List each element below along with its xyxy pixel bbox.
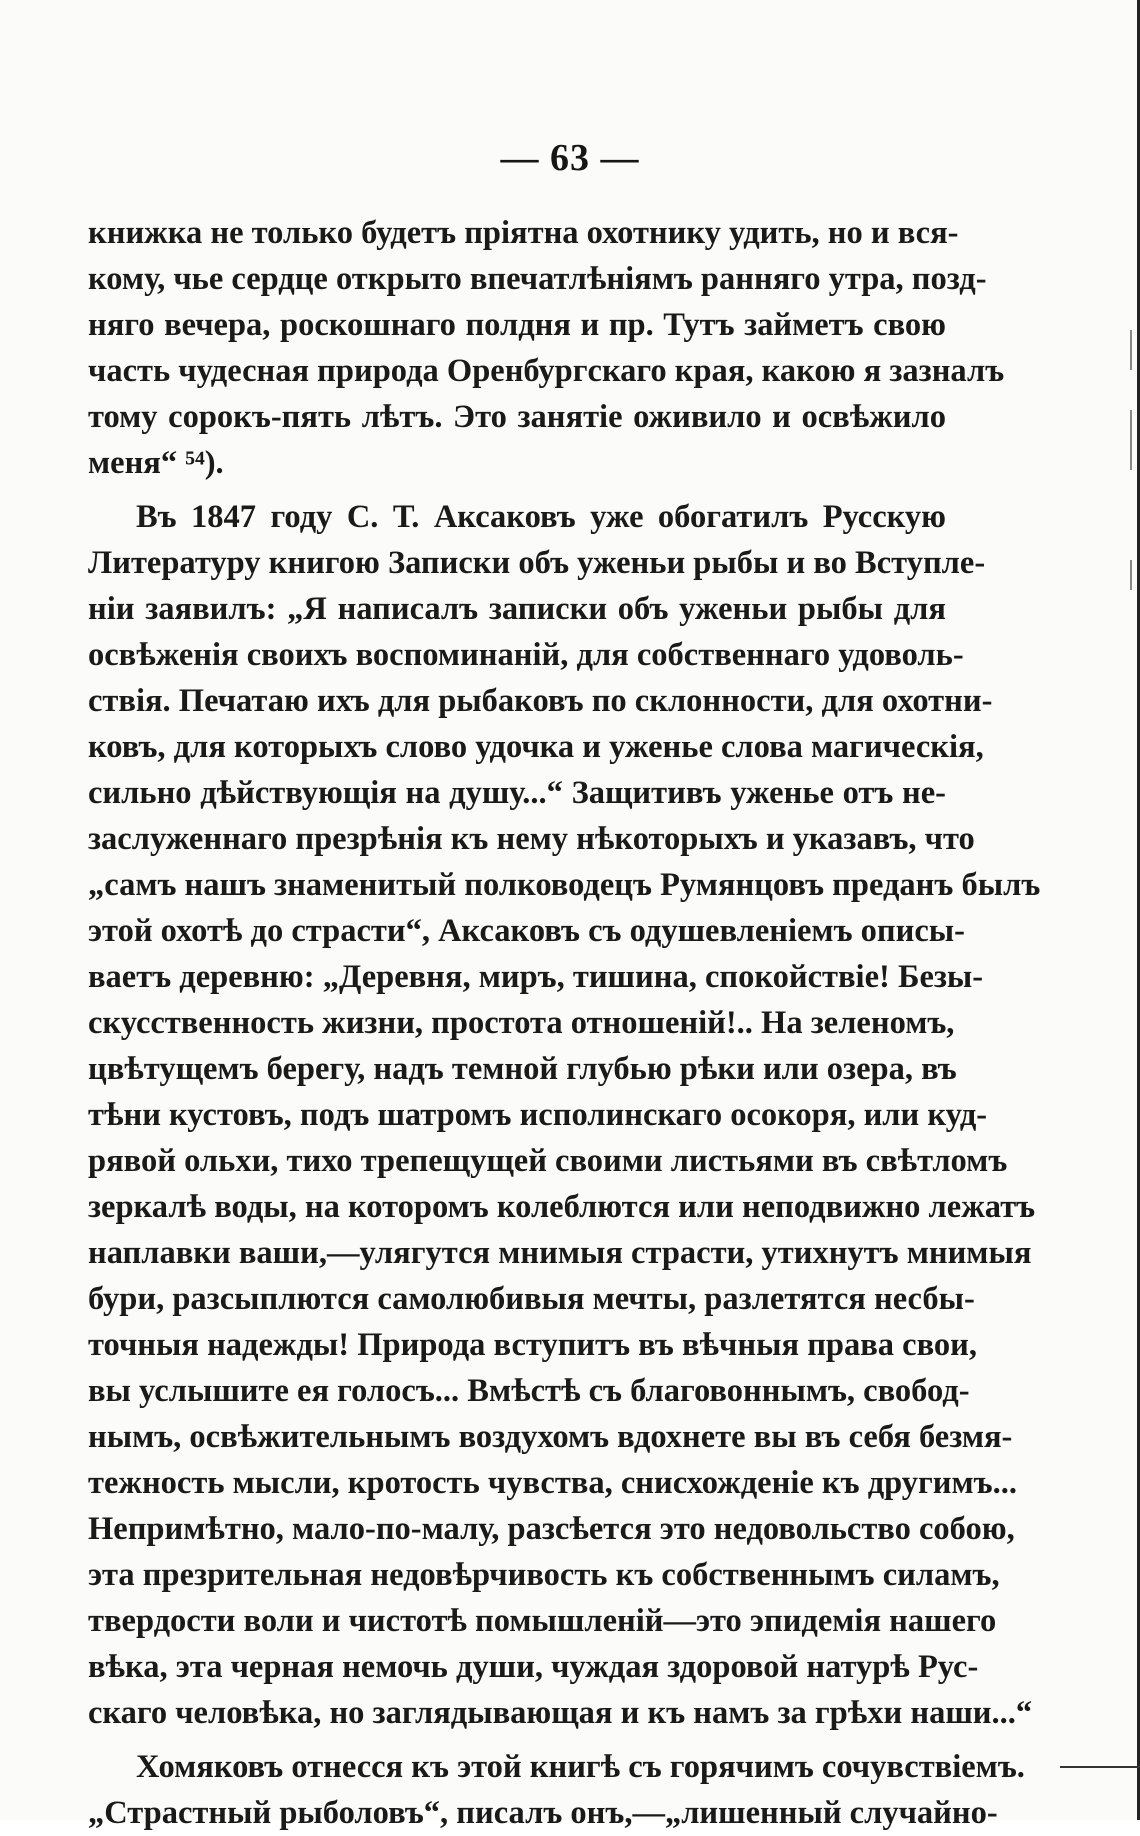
text-line: книжка не только будетъ пріятна охотнику удить, но и вся-: [88, 215, 959, 251]
edge-mark: [1130, 560, 1132, 590]
text-line: этой охотѣ до страсти“, Аксаковъ съ одушевленіемъ описы-: [88, 913, 965, 949]
text-line: Литературу книгою Записки объ уженьи рыбы и во Вступле-: [88, 545, 986, 581]
text-line: наплавки ваши,—улягутся мнимыя страсти, утихнутъ мнимыя: [88, 1235, 1032, 1271]
text-line: кому, чье сердце открыто впечатлѣніямъ ранняго утра, позд-: [88, 261, 987, 297]
text-line: точныя надежды! Природа вступитъ въ вѣчныя права свои,: [88, 1327, 978, 1363]
paragraph-start-line: Хомяковъ отнесся къ этой книгѣ съ горячимъ сочувствіемъ.: [136, 1749, 1025, 1785]
text-line: ваетъ деревню: „Деревня, миръ, тишина, спокойствіе! Безы-: [88, 959, 984, 995]
text-line: ствія. Печатаю ихъ для рыбаковъ по склонности, для охотни-: [88, 683, 993, 719]
text-line: твердости воли и чистотѣ помышленій—это эпидемія нашего: [88, 1603, 997, 1639]
text-line: часть чудесная природа Оренбургскаго края, какою я зазналъ: [88, 353, 1005, 389]
text-line: скаго человѣка, но заглядывающая и къ намъ за грѣхи наши...“: [88, 1695, 1033, 1731]
text-line: рявой ольхи, тихо трепещущей своими листьями въ свѣтломъ: [88, 1143, 1008, 1179]
text-line: тѣни кустовъ, подъ шатромъ исполинскаго осокоря, или куд-: [88, 1097, 988, 1133]
text-line: „Страстный рыболовъ“, писалъ онъ,—„лишенный случайно-: [88, 1795, 998, 1831]
text-line: эта презрительная недовѣрчивость къ собственнымъ силамъ,: [88, 1557, 1000, 1593]
text-line: меня“ ⁵⁴).: [88, 445, 224, 481]
edge-mark: [1130, 410, 1132, 470]
text-line: цвѣтущемъ берегу, надъ темной глубью рѣки или озера, въ: [88, 1051, 957, 1087]
text-line: нымъ, освѣжительнымъ воздухомъ вдохнете вы въ себя безмя-: [88, 1419, 1013, 1455]
text-line: няго вечера, роскошнаго полдня и пр. Тутъ займетъ свою: [88, 307, 946, 343]
text-line: Непримѣтно, мало-по-малу, разсѣется это недовольство собою,: [88, 1511, 1015, 1547]
text-line: заслуженнаго презрѣнія къ нему нѣкоторыхъ и указавъ, что: [88, 821, 975, 857]
text-line: освѣженія своихъ воспоминаній, для собственнаго удоволь-: [88, 637, 964, 673]
page-number: — 63 —: [500, 137, 640, 179]
text-line: ковъ, для которыхъ слово удочка и уженье слова магическія,: [88, 729, 984, 765]
text-line: зеркалѣ воды, на которомъ колеблются или неподвижно лежатъ: [88, 1189, 1036, 1225]
text-line: вѣка, эта черная немочь души, чуждая здоровой натурѣ Рус-: [88, 1649, 979, 1685]
paragraph-start-line: Въ 1847 году С. Т. Аксаковъ уже обогатилъ Русскую: [136, 499, 946, 535]
text-line: сильно дѣйствующія на душу...“ Защитивъ уженье отъ не-: [88, 775, 946, 811]
text-line: ніи заявилъ: „Я написалъ записки объ уженьи рыбы для: [88, 591, 946, 627]
text-line: бури, разсыплются самолюбивыя мечты, разлетятся несбы-: [88, 1281, 975, 1317]
text-line: тежность мысли, кротость чувства, снисхожденіе къ другимъ...: [88, 1465, 1017, 1501]
body-text: [88, 210, 1041, 1836]
bottom-rule: [1060, 1766, 1140, 1768]
text-line: скусственность жизни, простота отношеній!.. На зеленомъ,: [88, 1005, 955, 1041]
text-line: тому сорокъ-пять лѣтъ. Это занятіе оживило и освѣжило: [88, 399, 946, 435]
edge-mark: [1130, 330, 1132, 370]
text-line: „самъ нашъ знаменитый полководецъ Румянцовъ преданъ былъ: [88, 867, 1041, 903]
text-line: вы услышите ея голосъ... Вмѣстѣ съ благовоннымъ, свобод-: [88, 1373, 970, 1409]
